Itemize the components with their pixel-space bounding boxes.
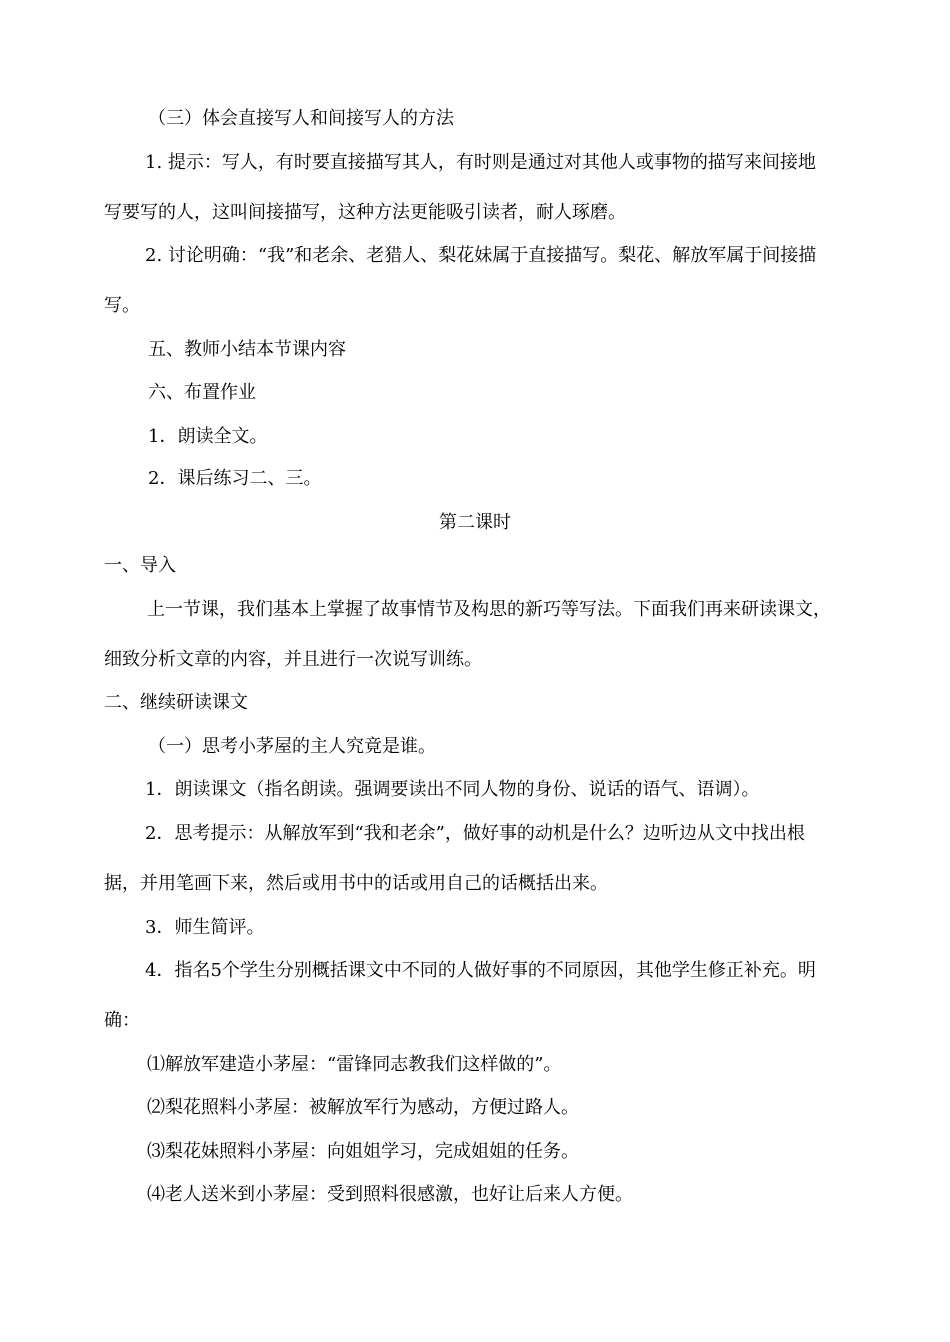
paragraph-line: 据，并用笔画下来，然后或用书中的话或用自己的话概括出来。 xyxy=(104,873,608,894)
list-item: 3．师生简评。 xyxy=(145,917,265,938)
paragraph-line: 细致分析文章的内容，并且进行一次说写训练。 xyxy=(104,649,482,670)
section-heading: 五、教师小结本节课内容 xyxy=(148,339,346,360)
list-item: 1．朗读课文（指名朗读。强调要读出不同人物的身份、说话的语气、语调）。 xyxy=(145,779,760,800)
paragraph-line: 4．指名5个学生分别概括课文中不同的人做好事的不同原因，其他学生修正补充。明 xyxy=(145,960,816,981)
paragraph-line: 写要写的人，这叫间接描写，这种方法更能吸引读者，耐人琢磨。 xyxy=(104,202,626,223)
list-item: ⑴解放军建造小茅屋：“雷锋同志教我们这样做的”。 xyxy=(147,1054,562,1075)
subsection-heading: （一）思考小茅屋的主人究竟是谁。 xyxy=(148,736,436,757)
paragraph-line: 2．思考提示：从解放军到“我和老余”，做好事的动机是什么？边听边从文中找出根 xyxy=(145,823,805,844)
section-heading: 二、继续研读课文 xyxy=(104,692,248,713)
paragraph-line: 上一节课，我们基本上掌握了故事情节及构思的新巧等写法。下面我们再来研读课文， xyxy=(147,599,831,620)
lesson-title: 第二课时 xyxy=(439,512,511,533)
paragraph-line: 1. 提示：写人，有时要直接描写其人，有时则是通过对其他人或事物的描写来间接地 xyxy=(145,152,816,173)
section-heading-3: （三）体会直接写人和间接写人的方法 xyxy=(148,108,454,129)
section-heading: 一、导入 xyxy=(104,555,176,576)
list-item: ⑵梨花照料小茅屋：被解放军行为感动，方便过路人。 xyxy=(147,1097,579,1118)
list-item: 2．课后练习二、三。 xyxy=(148,468,322,489)
list-item: ⑶梨花妹照料小茅屋：向姐姐学习，完成姐姐的任务。 xyxy=(147,1141,579,1162)
paragraph-line: 2. 讨论明确：“我”和老余、老猎人、梨花妹属于直接描写。梨花、解放军属于间接描 xyxy=(145,245,817,266)
list-item: 1．朗读全文。 xyxy=(148,426,268,447)
list-item: ⑷老人送米到小茅屋：受到照料很感激，也好让后来人方便。 xyxy=(147,1184,633,1205)
paragraph-line: 确： xyxy=(104,1010,140,1031)
section-heading: 六、布置作业 xyxy=(148,382,256,403)
paragraph-line: 写。 xyxy=(104,295,140,316)
